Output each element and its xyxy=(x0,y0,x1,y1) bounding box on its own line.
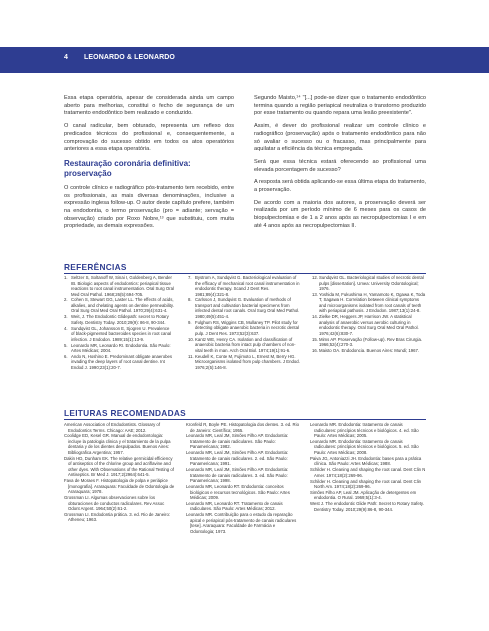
reading-item: Paiva JG, Antoniazzi JH. Endodontia: bases para a prática clínica. São Paulo: Artes Médicas; 1988. xyxy=(310,455,422,467)
recommended-reading-divider xyxy=(64,419,426,420)
reference-item: 13. Yoshida M, Fukushima H, Yamamoto K, Ogawa K, Toda T, Sagawa H. Correlation between clinical symptoms and microorganisms isolated from root canals of teeth with periapical pathosis. J Endodon. 1987;13(1):24-8. xyxy=(312,291,426,314)
reference-item: 2. Cohen S, Stewart GG, Laster LL. The effects of acids, alkalies, and chelating agents on dentine permeability. Oral Surg Oral Med Oral Pathol. 1970;29(4):631-4. xyxy=(64,297,174,314)
reference-item: 6. Ando N, Hoshino E. Predominant obligate anaerobes invading the deep layers of root canal dentine. Int Endod J. 1990;23(1):20-7. xyxy=(64,353,173,370)
reading-item: Kronfeld R, Boyle PE. Histopatologia dos dentes. 3. ed. Rio de Janeiro: Científica; 1955. xyxy=(186,422,299,433)
reading-item: American Association of Endodontists. Glossary of Endodontics Terms. Chicago: AAE; 2012. xyxy=(64,422,161,433)
paragraph: Assim, é dever do profissional realizar um controle clínico e radiográfico (proservação) após o tratamento endodôntico para não só avaliar o sucesso ou o fracasso, mas principalmente para aquilatar a eficiência da técnica empregada. xyxy=(254,123,426,153)
recommended-reading-title: LEITURAS RECOMENDADAS xyxy=(64,408,186,418)
reading-column-3 xyxy=(310,422,426,513)
reading-item: Grossman LI. Algumas observaciones sobre los obturaciones de conductos radiculares. Rev Assoc Odont Argent. 1964;50(2):61-2. xyxy=(64,495,165,512)
reading-item: Fava de Moraes F. Histopatologia de polpa e periápice [monografia]. Araraquara: Faculdade de Odontologia de Araraquara; 1978. xyxy=(64,478,175,495)
reference-item: 5. Leonardo MR, Leonardo RI. Endodontia. São Paulo: Artes Médicas; 2004. xyxy=(64,342,171,354)
references-column-2 xyxy=(188,275,300,370)
reference-item: 15. Mims AP. Proservação (Follow-up). Rev Bras Cirurgia. 1966;52(4):270-3. xyxy=(312,336,423,348)
reading-item: Leonardo MR. Endodontia: tratamento de canais radiculares: princípios técnicos e biológicos. 4. ed. São Paulo: Artes Médicas; 2005. xyxy=(310,422,419,438)
references-column-1 xyxy=(64,275,174,371)
reading-item: Leonardo MR, Leal JM, Simões Filho AP. Endodontia: tratamento de canais radiculares. 3. ed. São Paulo: Panamericana; 1998. xyxy=(186,467,289,484)
reference-item: 11. Keudell K, Conte M, Fujimoto L, Ernest M, Berry HG. Microorganisms isolated from pulp chambers. J Endod. 1976;2(5):146-8. xyxy=(188,353,300,370)
reading-item: Leonardo MR, Leonardo RT. Tratamento de canais radiculares. São Paulo: Artes Médicas; 2012. xyxy=(186,500,283,512)
references-title: REFERÊNCIAS xyxy=(64,262,127,272)
paragraph: A resposta será obtida aplicando-se essa última etapa do tratamento, a proservação. xyxy=(254,179,426,194)
references-column-3 xyxy=(312,275,426,354)
reference-item: 10. Kantz WE, Henry CA. Isolation and classification of anaerobic bacteria from intact pulp chambers of non-vital teeth in man. Arch Oral Biol. 1974;19(1):91-6. xyxy=(188,336,296,353)
reading-item: Leonardo MR. Endodontia: tratamento de canais radiculares: princípios técnicos e biológicos. 5. ed. São Paulo: Artes Médicas; 2008. xyxy=(310,438,419,455)
reading-item: Schilder H. Cleaning and shaping the root canal. Dent Clin N Amer. 1974;18(2):269-96. xyxy=(310,467,426,478)
references-divider xyxy=(64,273,426,274)
reference-item: 3. Weit, J. The Endodontic Glidepath: secret to Rotary Safety. Dentistry Today. 2010;29(9): 86-8, 90-344. xyxy=(64,314,169,325)
references-list xyxy=(64,275,426,395)
reading-item: Schilder H. Cleaning and shaping the root canal. Dent Clin North Am. 1974;18(2):269-96. xyxy=(310,478,422,490)
reading-item: Leonardo MR, Leal JM, Simões Filho AP. Endodontia: tratamento de canais radiculares. São Paulo: Panamericana; 1982. xyxy=(186,433,289,450)
reading-column-1 xyxy=(64,422,176,523)
reference-item: 16. Maisto OA. Endodoncia. Buenos Aires: Mundi; 1967. xyxy=(312,348,420,354)
reference-item: 8. Carlsson J, Sundqvist G. Evaluation of methods of transport and cultivation bacterial specimens from infected dental root canals. Oral Surg Oral Med Pathol. 1980;49(5):451-4. xyxy=(188,297,300,319)
section-heading: Restauração coronária definitiva: proservação xyxy=(64,158,191,178)
reading-item: Dakin HD, Dunham EK. The relative germicidal efficiency of antiseptics of the chlorine group and acriflavine and other dyes. With Observations of the Rational Testing of Antiseptics. Br Med J. 1917;2(2964):641-5. xyxy=(64,455,174,478)
recommended-reading-list xyxy=(64,422,426,602)
reference-item: 1. Seltzer S, Soltanoff W, Sinai I, Goldenberg A, Bender IB. Biologic aspects of endodontics: periapical tissue reactions to root canal instrumentation. Oral Surg Oral Med Oral Pathol. 1968;26(5):694-705. xyxy=(64,275,174,297)
page-header xyxy=(0,47,489,73)
paragraph: O controle clínico e radiográfico pós-tratamento tem recebido, entre os profissionais, as mais diversas denominações, inclusive a expressão inglesa follow-up. O autor deste capítulo prefere, também na endodontia, o termo proservação (pro = adiante; servação = observação) criado por Roxo Nobre,¹³ que substituiu, com muita propriedade, as demais expressões. xyxy=(64,184,234,230)
reading-column-2 xyxy=(186,422,300,535)
paragraph: De acordo com a maioria dos autores, a proservação deverá ser realizada por um período mínimo de 6 meses para os casos de biopulpectomias e de 1 a 2 anos após as necropulpectomias I e em até 4 anos após as necropulpectomias II. xyxy=(254,199,426,229)
page-number: 4 xyxy=(64,54,68,61)
reference-item: 12. Sundqvist GL. Bacteriological studies of necrotic dental pulps [dissertation]. Umea: University Odontological; 1976. xyxy=(312,275,424,291)
body-left-column xyxy=(64,95,234,236)
paragraph: Será que essa técnica estará oferecendo ao profissional uma elevada porcentagem de sucesso? xyxy=(254,158,426,173)
reading-item: Simões Filho AP, Leal JM. Aplicação de detergentes em endodontia. O Rural. 1969;5(1):3-4. xyxy=(310,489,417,501)
reading-item: West J. The endodontic Glide Path: Secret to Rotary Safety. Dentistry Today. 2010;29(9):86-8, 90-344. xyxy=(310,501,424,512)
paragraph: Segundo Maisto,¹⁴ "[...] pode-se dizer que o tratamento endodôntico termina quando a região periapical neutraliza o transtorno produzido por esse tratamento ou quando repara uma lesão preexistente". xyxy=(254,95,426,117)
reference-item: 4. Sundqvist GL, Johansson E, Sjogren U. Prevalence of black-pigmented bacteroides species in root canal infection. J Endodon. 1989;15(1):13-9. xyxy=(64,325,172,342)
body-right-column xyxy=(254,95,426,236)
reading-item: Leonardo MR, Leal JM, Simões Filho AP. Endodontia: tratamento de canais radiculares. 2. ed. São Paulo: Panamericana; 1991. xyxy=(186,450,289,467)
paragraph: Essa etapa operatória, apesar de considerada ainda um campo aberto para melhorias, constitui o fecho de segurança de um tratamento endodôntico bem realizado e conduzido. xyxy=(64,95,234,117)
reading-item: Leonardo MR. Contribuição para o estudo da reparação apical e periapical pós-tratamento de canais radiculares [tese]. Araraquara: Faculdade de Farmácia e Odontologia; 1973. xyxy=(186,512,297,534)
reference-item: 9. Fulghum RS, Wiggins CB, Mullaney TP. Pilot study for detecting obligate anaerobic bacteria in necrotic dental pulp. J Dent Res. 1973;52(3):637. xyxy=(188,319,299,336)
reference-item: 7. Bystrom A, Sundqvist G. Bacteriological evaluation of the efficacy of mechanical root canal instrumentation in endodontic therapy. Scand J Dent Res. 1981;89(4):321-8. xyxy=(188,275,300,297)
reading-item: Coolidge ED, Kesel GR. Manual de endodontologia: incluye la patologia clinica y el tratamiento de la pulpa dentaria y de los dientes despulpados. Buenos Aires: Bibliografica Argentina; 1957. xyxy=(64,433,171,455)
reference-item: 14. Zielke DR, Heggers JP, Harrison JW. A statistical analysis of anaerobic versus aerobic culturing in endodontic therapy. Oral Surg Oral Med Oral Pathol. 1976;42(6):830-7. xyxy=(312,314,419,336)
paragraph: O canal radicular, bem obturado, representa um reflexo dos predicados técnicos do profissional e, consequentemente, a comprovação do sucesso obtido em todos os atos operatórios anteriores a essa etapa operatória. xyxy=(64,123,234,153)
running-title: LEONARDO & LEONARDO xyxy=(84,54,175,61)
reading-item: Leonardo MR, Leonardo RT. Endodontia: conceitos biológicos e recursos tecnológicos. São Paulo: Artes Médicas; 2009. xyxy=(186,484,290,501)
reading-item: Grossman LI. Endodontia prática. 3. ed. Rio de Janeiro: Atheneu; 1963. xyxy=(64,511,171,523)
